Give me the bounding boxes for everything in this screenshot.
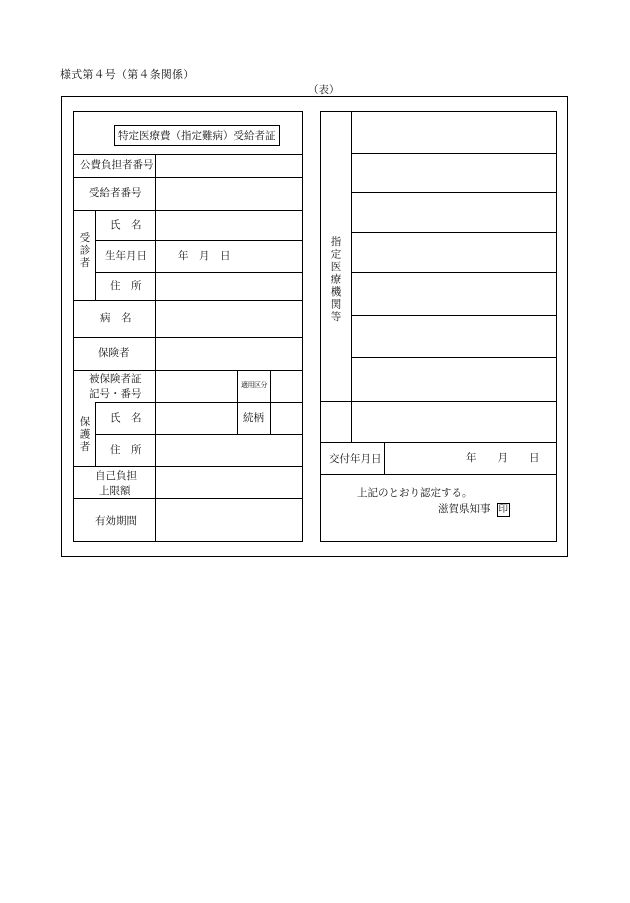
applicable-category-label: 適用区分: [241, 381, 267, 389]
group-column-divider: [95, 402, 96, 466]
institution-row-divider: [351, 357, 556, 358]
label-column-divider: [155, 154, 156, 541]
row-divider: [95, 434, 302, 435]
institution-row-divider: [351, 272, 556, 273]
row-divider: [74, 337, 302, 338]
institution-row-divider: [351, 192, 556, 193]
birth-date-label: 生年月日: [105, 250, 147, 262]
row-divider: [321, 474, 556, 475]
birth-date-value: 年 月 日: [178, 250, 231, 262]
certification-statement: 上記のとおり認定する。: [357, 487, 473, 499]
row-divider: [74, 498, 302, 499]
certificate-title: 特定医療費（指定難病）受給者証: [114, 125, 280, 146]
institution-row-divider: [351, 315, 556, 316]
recipient-certificate-left-panel: [73, 111, 303, 542]
row-divider: [321, 442, 556, 443]
row-divider: [74, 300, 302, 301]
guardian-address-label: 住 所: [110, 444, 142, 456]
column-divider: [384, 442, 385, 474]
guardian-name-label: 氏 名: [110, 412, 142, 424]
patient-address-label: 住 所: [110, 280, 142, 292]
column-divider: [270, 370, 271, 434]
recipient-number-label: 受給者番号: [89, 187, 142, 199]
row-divider: [74, 466, 302, 467]
row-divider: [321, 401, 556, 402]
group-column-divider: [95, 210, 96, 300]
patient-group-label: 受診者: [78, 232, 91, 270]
row-divider: [95, 272, 302, 273]
row-divider: [74, 210, 302, 211]
patient-name-label: 氏 名: [110, 219, 142, 231]
governor-title: 滋賀県知事: [438, 503, 491, 515]
front-side-label: （表）: [308, 84, 340, 96]
issue-date-value: 年 月 日: [466, 452, 540, 464]
row-divider: [74, 177, 302, 178]
governor-signature-line: [438, 503, 510, 517]
insurer-label: 保険者: [98, 347, 130, 359]
institution-row-divider: [351, 153, 556, 154]
disease-name-label: 病 名: [100, 312, 132, 324]
relationship-label: 続柄: [243, 412, 264, 424]
insured-card-label-line1: 被保険者証: [89, 373, 142, 385]
institution-row-divider: [351, 232, 556, 233]
guardian-group-label: 保護者: [78, 416, 91, 454]
row-divider: [74, 154, 302, 155]
official-seal-box: 印: [498, 504, 509, 515]
designated-institutions-label: 指定医療機関等: [329, 236, 342, 324]
row-divider: [74, 370, 302, 371]
public-payer-number-label: 公費負担者番号: [80, 159, 154, 171]
copay-limit-label-line1: 自己負担: [95, 470, 137, 482]
row-divider: [95, 240, 302, 241]
column-divider: [237, 370, 238, 434]
label-column-divider: [351, 112, 352, 442]
designated-institutions-right-panel: [320, 111, 557, 542]
copay-limit-label-line2: 上限額: [99, 485, 131, 497]
valid-period-label: 有効期間: [95, 515, 137, 527]
insured-card-label-line2: 記号・番号: [89, 388, 142, 400]
issue-date-label: 交付年月日: [329, 453, 382, 465]
form-number-header: 様式第４号（第４条関係）: [60, 68, 195, 81]
